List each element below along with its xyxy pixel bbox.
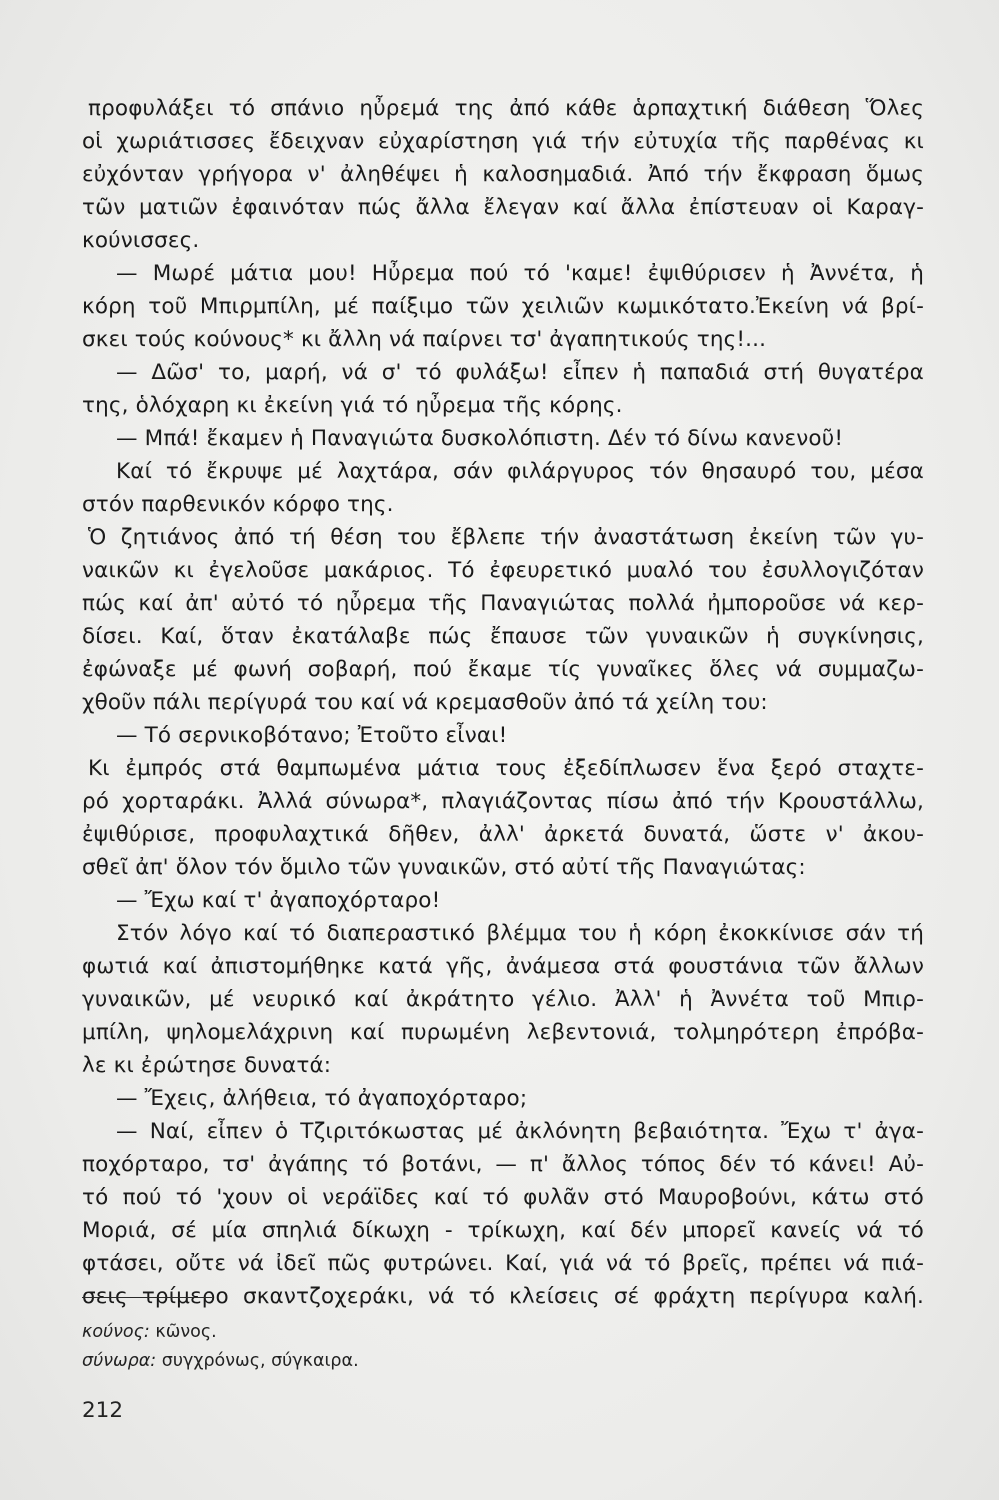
text-line: πώς καί ἀπ' αὐτό τό ηὖρεμα τῆς Παναγιώτας πολλά ἠμποροῦσε νά κερ-: [82, 591, 924, 616]
text-line: δίσει. Καί, ὅταν ἐκατάλαβε πώς ἔπαυσε τῶν γυναικῶν ἡ συγκίνησις,: [82, 624, 924, 649]
text-line: Κι ἐμπρός στά θαμπωμένα μάτια τους ἐξεδίπλωσεν ἕνα ξερό σταχτε-: [88, 756, 924, 781]
text-line: — Μπά! ἔκαμεν ἡ Παναγιώτα δυσκολόπιστη. Δέν τό δίνω κανενοῦ!: [116, 426, 844, 451]
text-line: στόν παρθενικόν κόρφο της.: [82, 492, 394, 517]
text-line: Καί τό ἔκρυψε μέ λαχτάρα, σάν φιλάργυρος τόν θησαυρό του, μέσα: [116, 459, 924, 484]
footnote-item: [82, 1347, 359, 1376]
text-line: — Ἔχω καί τ' ἀγαποχόρταρο!: [116, 888, 441, 913]
text-line: εὐχόνταν γρήγορα ν' ἀληθέψει ἡ καλοσημαδιά. Ἀπό τήν ἔκφραση ὅμως: [82, 162, 924, 187]
text-line: κόρη τοῦ Μπιρμπίλη, μέ παίξιμο τῶν χειλιῶν κωμικότατο.Ἐκείνη νά βρί-: [82, 294, 924, 319]
text-line: φτάσει, οὔτε νά ἰδεῖ πῶς φυτρώνει. Καί, γιά νά τό βρεῖς, πρέπει νά πιά-: [82, 1251, 924, 1276]
text-line: προφυλάξει τό σπάνιο ηὖρεμά της ἀπό κάθε ἁρπαχτική διάθεση Ὅλες: [88, 96, 924, 121]
text-line: οἱ χωριάτισσες ἔδειχναν εὐχαρίστηση γιά τήν εὐτυχία τῆς παρθένας κι: [82, 129, 924, 154]
text-line: ναικῶν κι ἐγελοῦσε μακάριος. Τό ἐφευρετικό μυαλό του ἐσυλλογιζόταν: [82, 558, 924, 583]
text-line: ἐψιθύρισε, προφυλαχτικά δῆθεν, ἀλλ' ἀρκετά δυνατά, ὥστε ν' ἀκου-: [82, 822, 924, 847]
text-line: — Τό σερνικοβότανο; Ἐτοῦτο εἶναι!: [116, 723, 508, 748]
text-line: τό πού τό 'χουν οἱ νεράϊδες καί τό φυλᾶν στό Μαυροβούνι, κάτω στό: [82, 1185, 924, 1210]
footnote-term: κούνος:: [82, 1322, 150, 1342]
text-line: ρό χορταράκι. Ἀλλά σύνωρα*, πλαγιάζοντας πίσω ἀπό τήν Κρουστάλλω,: [82, 789, 924, 814]
text-line: — Ἔχεις, ἀλήθεια, τό ἀγαποχόρταρο;: [116, 1086, 528, 1111]
text-line: — Ναί, εἶπεν ὁ Τζιριτόκωστας μέ ἀκλόνητη βεβαιότητα. Ἔχω τ' ἀγα-: [116, 1119, 924, 1144]
text-line: — Δῶσ' το, μαρή, νά σ' τό φυλάξω! εἶπεν ἡ παπαδιά στή θυγατέρα: [116, 360, 924, 385]
text-line: ποχόρταρο, τσ' ἀγάπης τό βοτάνι, — π' ἄλλος τόπος δέν τό κάνει! Αὐ-: [82, 1152, 924, 1177]
text-line: τῶν ματιῶν ἐφαινόταν πώς ἄλλα ἔλεγαν καί ἄλλα ἐπίστευαν οἱ Καραγ-: [82, 195, 924, 220]
page-number: 212: [82, 1398, 124, 1423]
text-line: φωτιά καί ἀπιστομήθηκε κατά γῆς, ἀνάμεσα στά φουστάνια τῶν ἄλλων: [82, 954, 924, 979]
footnote-definition: συγχρόνως, σύγκαιρα.: [161, 1351, 359, 1371]
text-line: σκει τούς κούνους* κι ἄλλη νά παίρνει τσ' ἀγαπητικούς της!...: [82, 327, 767, 352]
text-line: Ὁ ζητιάνος ἀπό τή θέση του ἔβλεπε τήν ἀναστάτωση ἐκείνη τῶν γυ-: [88, 525, 924, 550]
footnote-item: [82, 1318, 359, 1347]
footnote-divider: [82, 1297, 212, 1298]
text-line: χθοῦν πάλι περίγυρά του καί νά κρεμασθοῦν ἀπό τά χείλη του:: [82, 690, 768, 715]
text-line: σεις τρίμερο σκαντζοχεράκι, νά τό κλείσεις σέ φράχτη περίγυρα καλή.: [82, 1284, 924, 1309]
footnote-term: σύνωρα:: [82, 1351, 157, 1371]
text-line: γυναικῶν, μέ νευρικό καί ἀκράτητο γέλιο. Ἀλλ' ἡ Ἀννέτα τοῦ Μπιρ-: [82, 987, 924, 1012]
text-line: λε κι ἐρώτησε δυνατά:: [82, 1053, 332, 1078]
text-line: κούνισσες.: [82, 228, 200, 253]
text-line: σθεῖ ἀπ' ὅλον τόν ὅμιλο τῶν γυναικῶν, στό αὐτί τῆς Παναγιώτας:: [82, 855, 806, 880]
footnote-definition: κῶνος.: [155, 1322, 217, 1342]
text-line: μπίλη, ψηλομελάχρινη καί πυρωμένη λεβεντονιά, τολμηρότερη ἐπρόβα-: [82, 1020, 924, 1045]
text-line: της, ὁλόχαρη κι ἐκείνη γιά τό ηὖρεμα τῆς κόρης.: [82, 393, 623, 418]
text-line: — Μωρέ μάτια μου! Ηὖρεμα πού τό 'καμε! ἐψιθύρισεν ἡ Ἀννέτα, ἡ: [116, 261, 924, 286]
text-line: Στόν λόγο καί τό διαπεραστικό βλέμμα του ἡ κόρη ἐκοκκίνισε σάν τή: [116, 921, 924, 946]
text-line: ἐφώναξε μέ φωνή σοβαρή, πού ἔκαμε τίς γυναῖκες ὅλες νά συμμαζω-: [82, 657, 924, 682]
body-text: [82, 92, 924, 1313]
footnotes: [82, 1318, 359, 1376]
text-line: Μοριά, σέ μία σπηλιά δίκωχη - τρίκωχη, καί δέν μπορεῖ κανείς νά τό: [82, 1218, 924, 1243]
